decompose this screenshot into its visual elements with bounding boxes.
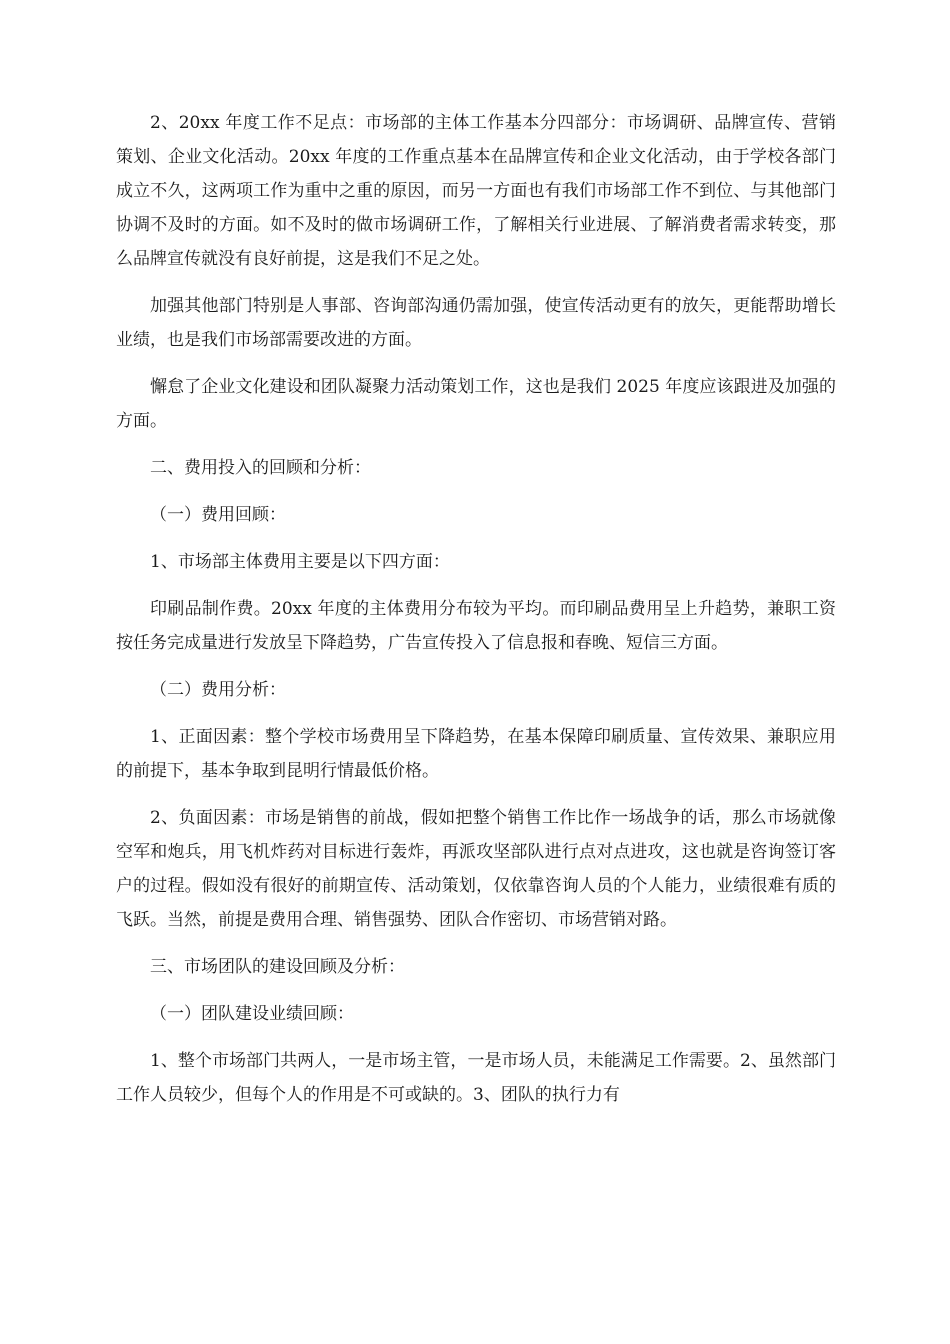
document-body: [116, 106, 836, 1112]
paragraph-team-size: 1、整个市场部门共两人，一是市场主管，一是市场人员，未能满足工作需要。2、虽然部门工作人员较少，但每个人的作用是不可或缺的。3、团队的执行力有: [116, 1051, 836, 1105]
subsection-heading-team-review: （一）团队建设业绩回顾：: [150, 1004, 354, 1024]
paragraph-department-communication: 加强其他部门特别是人事部、咨询部沟通仍需加强，使宣传活动更有的放矢，更能帮助增长业绩，也是我们市场部需要改进的方面。: [116, 296, 836, 350]
paragraph-positive-factors: 1、正面因素：整个学校市场费用呈下降趋势，在基本保障印刷质量、宣传效果、兼职应用的前提下，基本争取到昆明行情最低价格。: [116, 727, 836, 781]
paragraph-negative-factors: 2、负面因素：市场是销售的前战，假如把整个销售工作比作一场战争的话，那么市场就像空军和炮兵，用飞机炸药对目标进行轰炸，再派攻坚部队进行点对点进攻，这也就是咨询签订客户的过程。假如没有很好的前期宣传、活动策划，仅依靠咨询人员的个人能力，业绩很难有质的飞跃。当然，前提是费用合理、销售强势、团队合作密切、市场营销对路。: [116, 808, 836, 930]
subsection-heading-cost-analysis: （二）费用分析：: [150, 680, 286, 700]
paragraph-shortcomings: 2、20xx 年度工作不足点：市场部的主体工作基本分四部分：市场调研、品牌宣传、营销策划、企业文化活动。20xx 年度的工作重点基本在品牌宣传和企业文化活动，由于学校各部门成立不久，这两项工作为重中之重的原因，而另一方面也有我们市场部工作不到位、与其他部门协调不及时的方面。如不及时的做市场调研工作，了解相关行业进展、了解消费者需求转变，那么品牌宣传就没有良好前提，这是我们不足之处。: [116, 113, 836, 269]
section-heading-team-building: 三、市场团队的建设回顾及分析：: [150, 957, 405, 977]
section-heading-cost-review: 二、费用投入的回顾和分析：: [150, 458, 371, 478]
paragraph-main-costs: 1、市场部主体费用主要是以下四方面：: [150, 552, 450, 572]
paragraph-culture-building: 懈怠了企业文化建设和团队凝聚力活动策划工作，这也是我们 2025 年度应该跟进及加强的方面。: [116, 377, 836, 431]
paragraph-printing-costs: 印刷品制作费。20xx 年度的主体费用分布较为平均。而印刷品费用呈上升趋势，兼职工资按任务完成量进行发放呈下降趋势，广告宣传投入了信息报和春晚、短信三方面。: [116, 599, 836, 653]
subsection-heading-cost-recap: （一）费用回顾：: [150, 505, 286, 525]
